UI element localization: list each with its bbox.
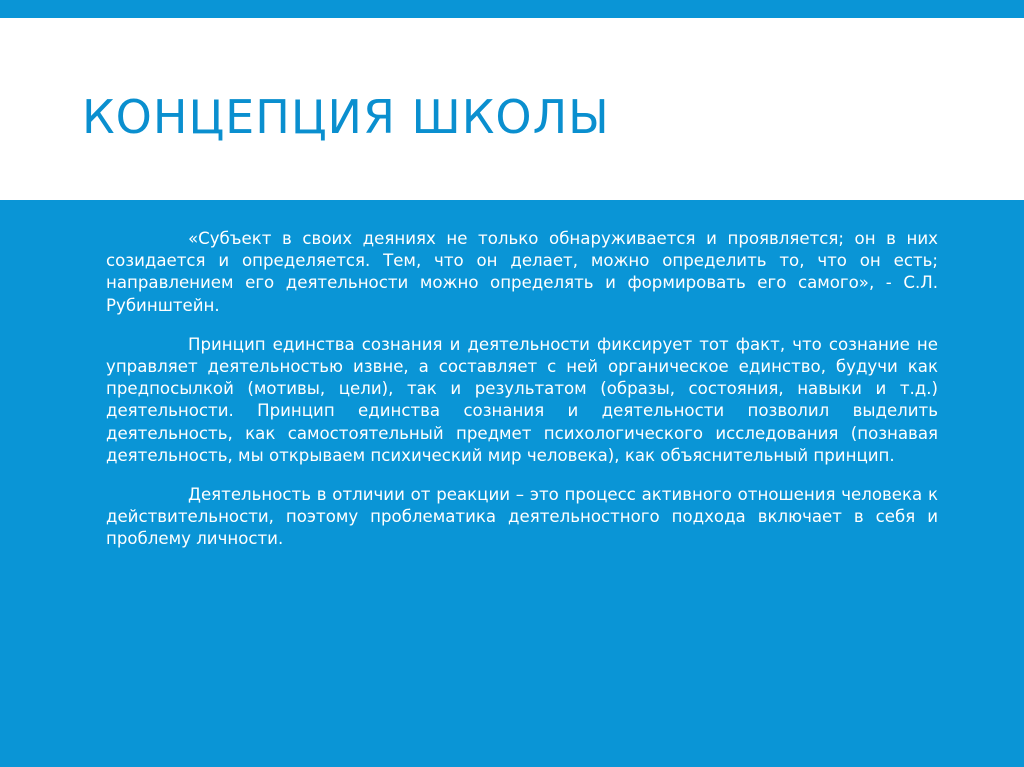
slide-body bbox=[106, 228, 938, 568]
paragraph-principle: Принцип единства сознания и деятельности фиксирует тот факт, что сознание не управляет деятельностью извне, а составляет с ней органическое единство, будучи как предпосылкой (мотивы, цели), так и результатом (образы, состояния, навыки и т.д.) деятельности. Принцип единства сознания и деятельности позволил выделить деятельность, как самостоятельный предмет психологического исследования (познавая деятельность, мы открываем психический мир человека), как объяснительный принцип. bbox=[106, 334, 938, 465]
paragraph-activity: Деятельность в отличии от реакции – это процесс активного отношения человека к действительности, поэтому проблематика деятельностного подхода включает в себя и проблему личности. bbox=[106, 485, 938, 549]
title-band bbox=[0, 18, 1024, 200]
paragraph-quote: «Субъект в своих деяниях не только обнаруживается и проявляется; он в них созидается и определяется. Тем, что он делает, можно определить то, что он есть; направлением его деятельности можно определять и формировать его самого», - С.Л. Рубинштейн. bbox=[106, 229, 938, 315]
slide-title: КОНЦЕПЦИЯ ШКОЛЫ bbox=[82, 90, 610, 144]
